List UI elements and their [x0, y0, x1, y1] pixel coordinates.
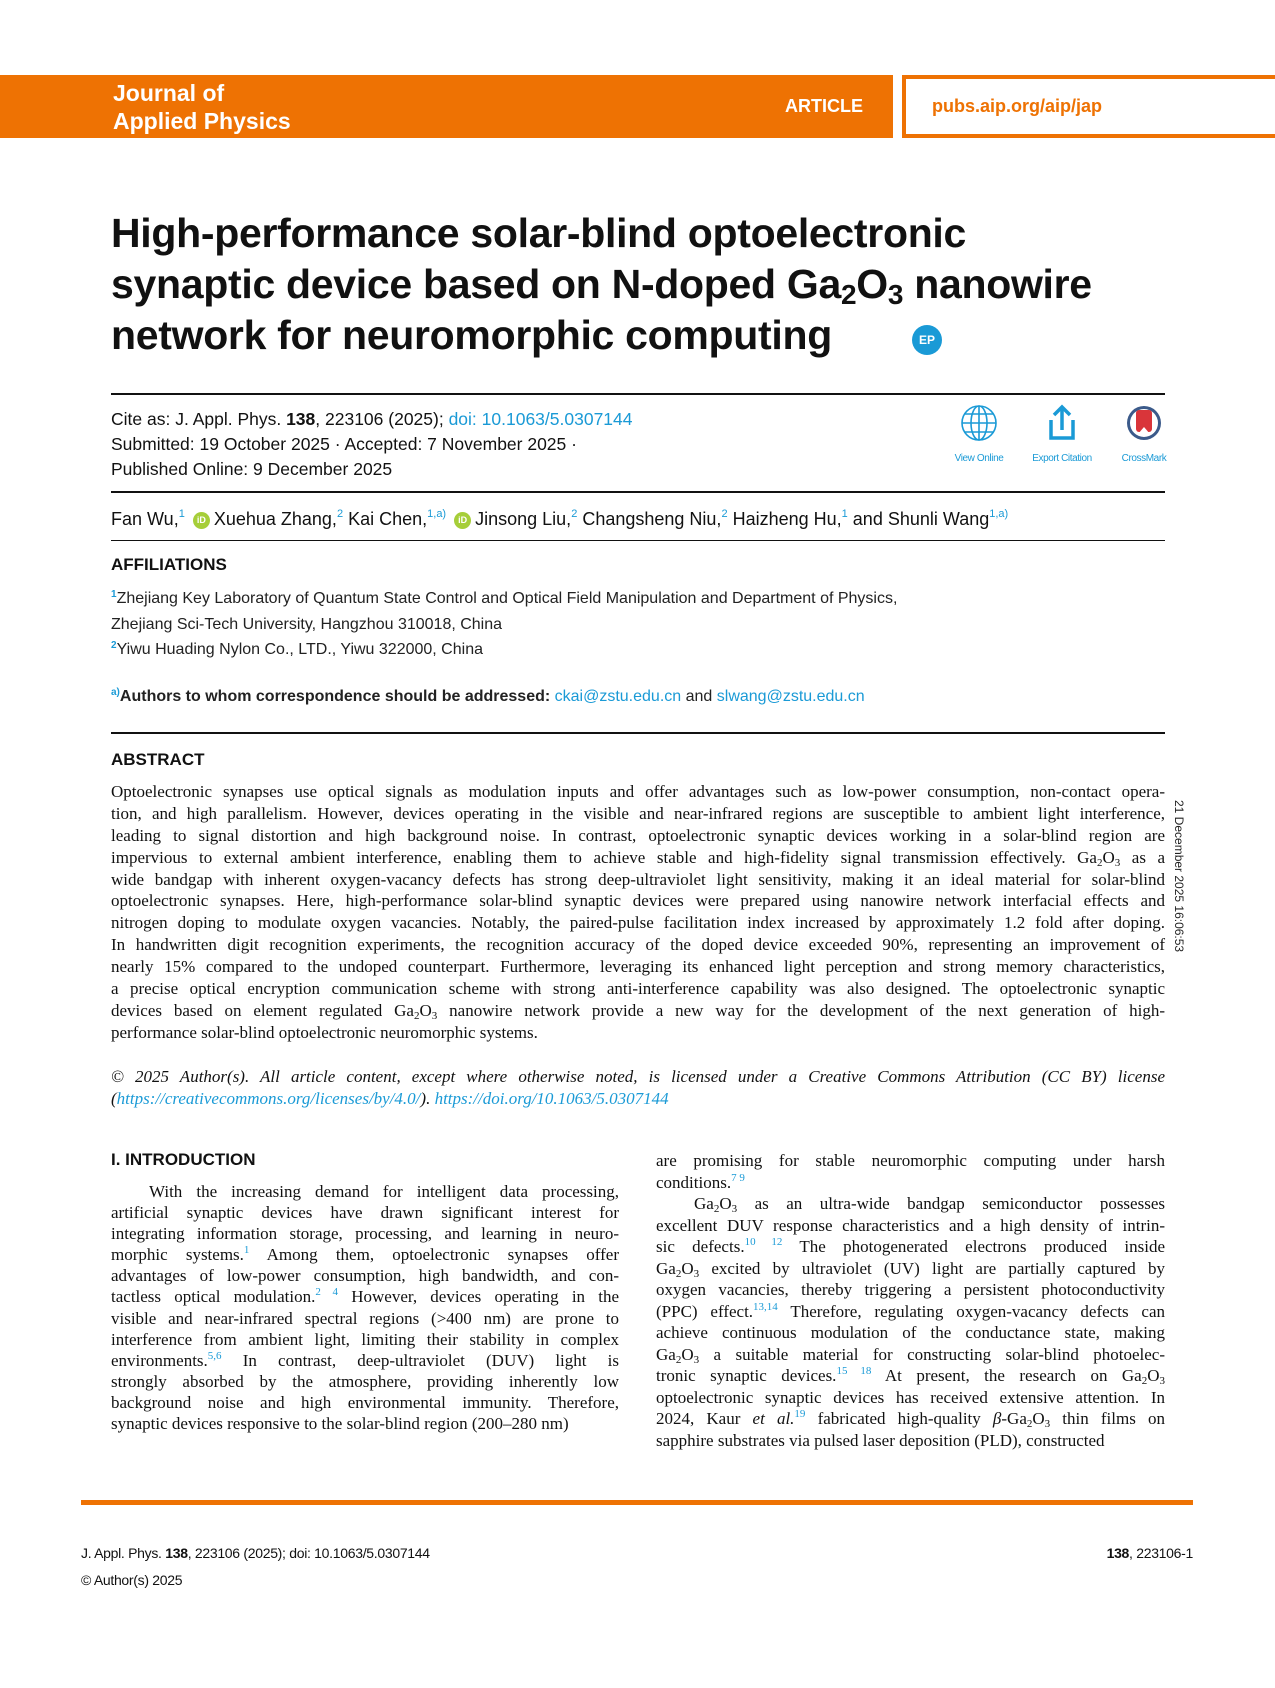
author[interactable]: Changsheng Niu,$^2$ [582, 508, 728, 529]
link[interactable]: https://creativecommons.org/licenses/by/4.0/ [116, 1088, 421, 1108]
author[interactable]: Jinsong Liu,$^2$ [475, 508, 578, 529]
author-list [111, 509, 1008, 530]
abstract-heading: ABSTRACT [111, 750, 205, 769]
text-line: strongly absorbed by the atmosphere, providing inherently low [111, 1371, 619, 1391]
citation-ref[interactable]: 15 18 [836, 1365, 872, 1377]
divider [111, 491, 1165, 493]
export-citation-label: Export Citation [1032, 453, 1092, 464]
email-link[interactable]: ckai@zstu.edu.cn [554, 688, 682, 705]
license-text [111, 1066, 1165, 1110]
italic-text: et al. [752, 1409, 795, 1428]
text-line: environments.$^{5,6}$ In contrast, deep-ultraviolet (DUV) light is [111, 1349, 619, 1370]
citation-ref[interactable]: 19 [794, 1408, 806, 1420]
text-line: devices based on element regulated $Ga_2O_3$ nanowire network provide a new way for the development of the next generation of high- [111, 1000, 1165, 1022]
export-icon [1043, 404, 1081, 442]
subscript: 2 [675, 1267, 682, 1280]
text-line: interference from ambient light, limiting their stability in complex [111, 1329, 619, 1349]
doi-link[interactable]: doi: 10.1063/5.0307144 [448, 409, 633, 429]
author[interactable]: Haizheng Hu,$^1$ [732, 508, 848, 529]
intro-left-column [111, 1181, 619, 1434]
title-line-2: synaptic device based on N-doped $Ga_2O_3$ nanowire [111, 261, 1092, 310]
footer-divider [81, 1500, 1193, 1505]
text-line: $Ga_2O_3$ a suitable material for constructing solar-blind photoelec- [656, 1344, 1165, 1366]
subscript: 2 [840, 279, 857, 310]
correspondence: $^{a)}$Authors to whom correspondence should be addressed: ckai@zstu.edu.cn and slwang@zstu.edu.cn [111, 687, 865, 705]
editors-pick-badge[interactable]: EP [912, 325, 942, 355]
affiliations-heading: AFFILIATIONS [111, 555, 227, 574]
text-line: sapphire substrates via pulsed laser deposition (PLD), constructed [656, 1430, 1105, 1450]
subscript: 2 [1141, 1375, 1148, 1387]
crossmark-icon [1125, 404, 1163, 442]
text-line: impervious to external ambient interference, enabling them to achieve stable and high-fidelity signal transmission effectively. $Ga_2O_3$ as a [111, 847, 1165, 869]
text-line: background noise and high environmental immunity. Therefore, [111, 1392, 619, 1412]
affiliation-1-cont: Zhejiang Sci-Tech University, Hangzhou 310018, China [111, 616, 503, 633]
subscript: 3 [693, 1267, 700, 1280]
globe-icon [960, 404, 998, 442]
text-line: conditions.$^{7 9}$ [656, 1171, 745, 1192]
subscript: 3 [1044, 1418, 1051, 1430]
cite-rest: , 223106 (2025); [315, 409, 449, 429]
divider [111, 393, 1165, 395]
text-line: morphic systems.$^1$ Among them, optoelectronic synapses offer [111, 1244, 619, 1265]
text-line: In handwritten digit recognition experiments, the recognition accuracy of the doped device exceeded 90%, representing an improvement of [111, 935, 1165, 955]
text-line: Optoelectronic synapses use optical signals as modulation inputs and offer advantages such as low-power consumption, non-contact opera- [111, 782, 1165, 801]
page-number: 138, 223106-1 [1106, 1545, 1193, 1561]
text-line: 2024, Kaur et al.$^{19}$ fabricated high-quality $\beta-Ga_2O_3$ thin films on [656, 1408, 1165, 1430]
text-line: a precise optical encryption communication scheme with strong anti-interference capability was also designed. The optoelectronic synaptic [111, 979, 1165, 999]
subscript: 2 [1096, 856, 1103, 869]
text-line: wide bandgap with inherent oxygen-vacancy defects has strong deep-ultraviolet light sensitivity, making it an ideal material for solar-blind [111, 869, 1165, 889]
affiliation-1: $^1$Zhejiang Key Laboratory of Quantum State Control and Optical Field Manipulation and Department of Physics, [111, 589, 898, 607]
journal-name-line1: Journal of [113, 80, 225, 106]
subscript: 2 [713, 1203, 720, 1215]
email-link[interactable]: slwang@zstu.edu.cn [716, 688, 865, 705]
view-online-label: View Online [954, 453, 1004, 464]
cite-prefix: Cite as: J. Appl. Phys. [111, 409, 287, 429]
text-line: performance solar-blind optoelectronic neuromorphic systems. [111, 1022, 538, 1042]
text-line: achieve continuous modulation of the conductance state, making [656, 1323, 1165, 1342]
text-line: (PPC) effect.$^{13,14}$ Therefore, regulating oxygen-vacancy defects can [656, 1300, 1165, 1321]
intro-right-column [656, 1150, 1165, 1451]
subscript: 3 [431, 1009, 438, 1022]
text-line: tronic synaptic devices.$^{15 18}$ At present, the research on $Ga_2O_3$ [656, 1365, 1165, 1387]
cite-as [111, 409, 633, 430]
text-line: visible and near-infrared spectral regions (>400 nm) are prone to [111, 1308, 619, 1328]
divider [111, 540, 1165, 541]
text-line: © 2025 Author(s). All article content, except where otherwise noted, is licensed under a Creative Commons Attribution (CC BY) license [111, 1067, 1165, 1086]
footer-copyright: © Author(s) 2025 [81, 1572, 183, 1588]
text-line: (https://creativecommons.org/licenses/by/4.0/). https://doi.org/10.1063/5.0307144 [111, 1088, 669, 1108]
text-line: synaptic devices responsive to the solar-blind region (200–280 nm) [111, 1414, 569, 1434]
text-line: nearly 15% compared to the undoped counterpart. Furthermore, leveraging its enhanced light perception and strong memory characteristics, [111, 957, 1165, 977]
subscript: 3 [693, 1353, 700, 1366]
title-line-1: High-performance solar-blind optoelectronic [111, 210, 967, 256]
author[interactable]: Fan Wu,$^1$ [111, 508, 185, 529]
footer-citation: J. Appl. Phys. 138, 223106 (2025); doi: 10.1063/5.0307144 [81, 1545, 430, 1561]
text-line: $Ga_2O_3$ excited by ultraviolet (UV) light are partially captured by [656, 1258, 1165, 1280]
citation-ref[interactable]: 10 12 [744, 1236, 783, 1248]
text-line: tion, and high parallelism. However, devices operating in the visible and near-infrared regions are susceptible to ambient light interference, [111, 803, 1165, 823]
text-line: optoelectronic synapses. Here, high-performance solar-blind synaptic devices were prepared using nanowire network interfacial effects and [111, 891, 1165, 911]
text-line: With the increasing demand for intelligent data processing, [149, 1182, 619, 1201]
link[interactable]: https://doi.org/10.1063/5.0307144 [434, 1088, 669, 1108]
text-line: artificial synaptic devices have drawn significant interest for [111, 1203, 619, 1223]
text-line: are promising for stable neuromorphic computing under harsh [656, 1151, 1165, 1170]
cite-volume: 138 [286, 409, 316, 429]
published-online: Published Online: 9 December 2025 [111, 459, 393, 479]
text-line: advantages of low-power consumption, high bandwidth, and con- [111, 1266, 619, 1286]
title-line-3: network for neuromorphic computing [111, 312, 832, 358]
text-line: oxygen vacancies, thereby triggering a persistent photoconductivity [656, 1280, 1165, 1299]
subscript: 3 [1159, 1375, 1165, 1387]
subscript: 3 [887, 279, 904, 310]
author[interactable]: Xuehua Zhang,$^2$ [213, 508, 344, 529]
citation-ref[interactable]: 5,6 [207, 1349, 222, 1362]
article-type-label: ARTICLE [785, 96, 863, 116]
download-timestamp-watermark: 21 December 2025 16:06:53 [1172, 800, 1186, 953]
subscript: 3 [1114, 856, 1121, 869]
affiliation-2: $^2$Yiwu Huading Nylon Co., LTD., Yiwu 322000, China [111, 640, 483, 658]
citation-ref[interactable]: 1 [243, 1244, 250, 1257]
crossmark-label: CrossMark [1121, 453, 1167, 464]
italic-text: β [992, 1409, 1002, 1428]
text-line: nitrogen doping to modulate oxygen vacancies. Notably, the paired-pulse facilitation index increased by approximately 1.2 fold after doping. [111, 913, 1165, 933]
subscript: 2 [1026, 1418, 1033, 1430]
author[interactable]: and Shunli Wang$^{1,a)}$ [852, 508, 1009, 529]
citation-ref[interactable]: 7 9 [731, 1171, 745, 1184]
text-line: optoelectronic synaptic devices has received extensive attention. In [656, 1387, 1165, 1407]
crossmark-button[interactable] [1104, 404, 1184, 464]
citation-ref[interactable]: 13,14 [753, 1300, 778, 1313]
journal-name-line2: Applied Physics [113, 108, 291, 134]
divider [111, 732, 1165, 734]
orcid-icon[interactable]: iD [454, 512, 471, 529]
submitted-accepted: Submitted: 19 October 2025 · Accepted: 7 November 2025 · [111, 434, 577, 454]
text-line: integrating information storage, processing, and learning in neuro- [111, 1224, 619, 1244]
author[interactable]: Kai Chen,$^{1,a)}$ [348, 508, 447, 529]
abstract-text [111, 781, 1165, 1044]
introduction-heading: I. INTRODUCTION [111, 1150, 256, 1169]
text-line: $Ga_2O_3$ as an ultra-wide bandgap semiconductor possesses [694, 1194, 1165, 1215]
text-line: excellent DUV response characteristics and a high density of intrin- [656, 1215, 1165, 1235]
citation-ref[interactable]: 2 4 [315, 1286, 339, 1299]
orcid-icon[interactable]: iD [193, 512, 210, 529]
text-line: tactless optical modulation.$^{2 4}$ However, devices operating in the [111, 1286, 619, 1307]
subscript: 2 [413, 1009, 420, 1022]
view-online-button[interactable] [939, 404, 1019, 464]
export-citation-button[interactable] [1022, 404, 1102, 464]
text-line: sic defects.$^{10 12}$ The photogenerated electrons produced inside [656, 1236, 1165, 1256]
text-line: leading to signal distortion and high background noise. In contrast, optoelectronic synaptic devices working in a solar-blind region are [111, 825, 1165, 845]
subscript: 2 [675, 1353, 682, 1366]
journal-url-link[interactable]: pubs.aip.org/aip/jap [932, 96, 1103, 116]
subscript: 3 [731, 1203, 738, 1215]
